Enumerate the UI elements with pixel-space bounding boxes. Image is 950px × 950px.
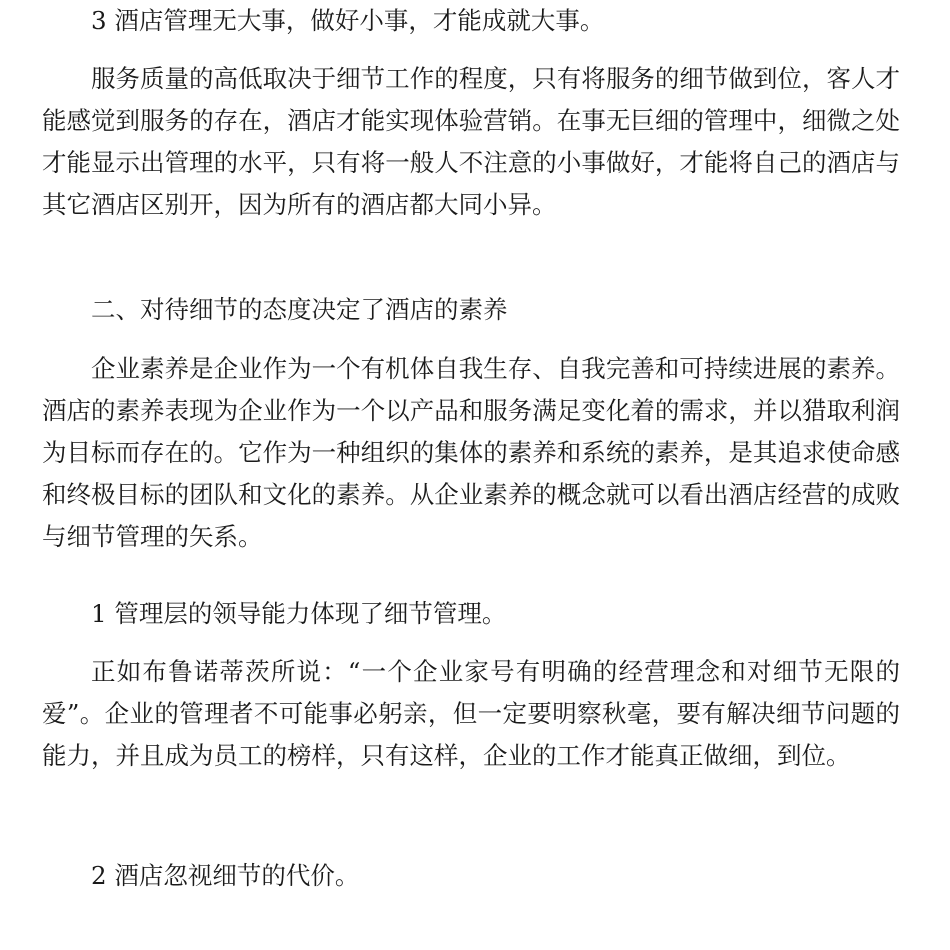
section-heading-3: 3 酒店管理无大事，做好小事，才能成就大事。 xyxy=(91,6,605,35)
paragraph-service-quality: 服务质量的高低取决于细节工作的程度，只有将服务的细节做到位，客人才能感觉到服务的存在，酒店才能实现体验营销。在事无巨细的管理中，细微之处才能显示出管理的水平，只有将一般人不注意的小事做好，才能将自己的酒店与其它酒店区别开，因为所有的酒店都大同小异。 xyxy=(42,64,900,219)
section-heading-1: 1 管理层的领导能力体现了细节管理。 xyxy=(91,599,507,628)
section-heading-2: 二、对待细节的态度决定了酒店的素养 xyxy=(91,295,508,324)
paragraph-management-leadership: 正如布鲁诺蒂茨所说：“一个企业家号有明确的经营理念和对细节无限的爱”。企业的管理者不可能事必躬亲，但一定要明察秋毫，要有解决细节问题的能力，并且成为员工的榜样，只有这样，企业的工作才能真正做细，到位。 xyxy=(42,657,900,770)
section-heading-cost: 2 酒店忽视细节的代价。 xyxy=(91,861,360,890)
paragraph-enterprise-quality: 企业素养是企业作为一个有机体自我生存、自我完善和可持续进展的素养。酒店的素养表现为企业作为一个以产品和服务满足变化着的需求，并以猎取利润为目标而存在的。它作为一种组织的集体的素养和系统的素养，是其追求使命感和终极目标的团队和文化的素养。从企业素养的概念就可以看出酒店经营的成败与细节管理的矢系。 xyxy=(42,354,900,551)
